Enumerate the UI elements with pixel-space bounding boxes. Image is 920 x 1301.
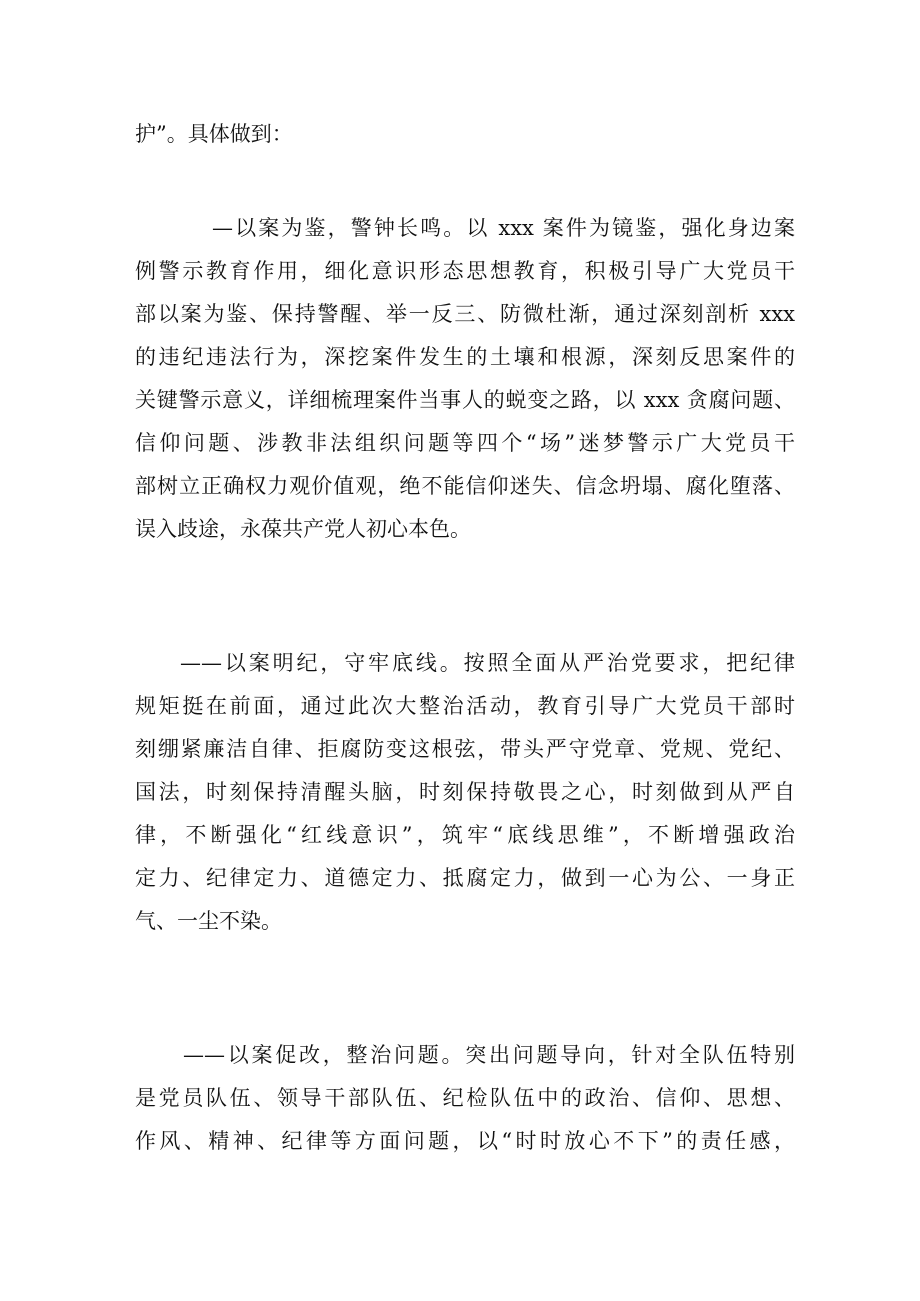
paragraph-3-line: 是党员队伍、领导干部队伍、纪检队伍中的政治、信仰、思想、 <box>135 1086 795 1110</box>
paragraph-1-line: 部以案为鉴、保持警醒、举一反三、防微杜渐，通过深刻剖析 xxx <box>135 302 795 326</box>
paragraph-2-line: 律，不断强化“红线意识”，筑牢“底线思维”，不断增强政治 <box>135 823 795 847</box>
paragraph-2-line: ——以案明纪，守牢底线。按照全面从严治党要求，把纪律 <box>180 651 795 675</box>
paragraph-2-line: 气、一尘不染。 <box>135 909 282 933</box>
intro-line: 护”。具体做到： <box>135 122 293 146</box>
paragraph-1-line: 例警示教育作用，细化意识形态思想教育，积极引导广大党员干 <box>135 259 795 283</box>
paragraph-2-line: 国法，时刻保持清醒头脑，时刻保持敬畏之心，时刻做到从严自 <box>135 780 795 804</box>
paragraph-1-line: 信仰问题、涉教非法组织问题等四个“场”迷梦警示广大党员干 <box>135 431 795 455</box>
paragraph-1-line: 误入歧途，永葆共产党人初心本色。 <box>135 517 471 541</box>
paragraph-3-line: ——以案促改，整治问题。突出问题导向，针对全队伍特别 <box>183 1043 795 1067</box>
paragraph-1-line: —以案为鉴，警钟长鸣。以 xxx 案件为镜鉴，强化身边案 <box>212 216 795 240</box>
paragraph-2-line: 规矩挺在前面，通过此次大整治活动，教育引导广大党员干部时 <box>135 694 795 718</box>
paragraph-2-line: 定力、纪律定力、道德定力、抵腐定力，做到一心为公、一身正 <box>135 866 795 890</box>
paragraph-1-line: 关键警示意义，详细梳理案件当事人的蜕变之路，以 xxx 贪腐问题、 <box>135 388 795 412</box>
paragraph-1-line: 的违纪违法行为，深挖案件发生的土壤和根源，深刻反思案件的 <box>135 345 795 369</box>
paragraph-1-line: 部树立正确权力观价值观，绝不能信仰迷失、信念坍塌、腐化堕落、 <box>135 474 795 498</box>
paragraph-3-line: 作风、精神、纪律等方面问题，以“时时放心不下”的责任感， <box>135 1129 795 1153</box>
paragraph-2-line: 刻绷紧廉洁自律、拒腐防变这根弦，带头严守党章、党规、党纪、 <box>135 737 795 761</box>
